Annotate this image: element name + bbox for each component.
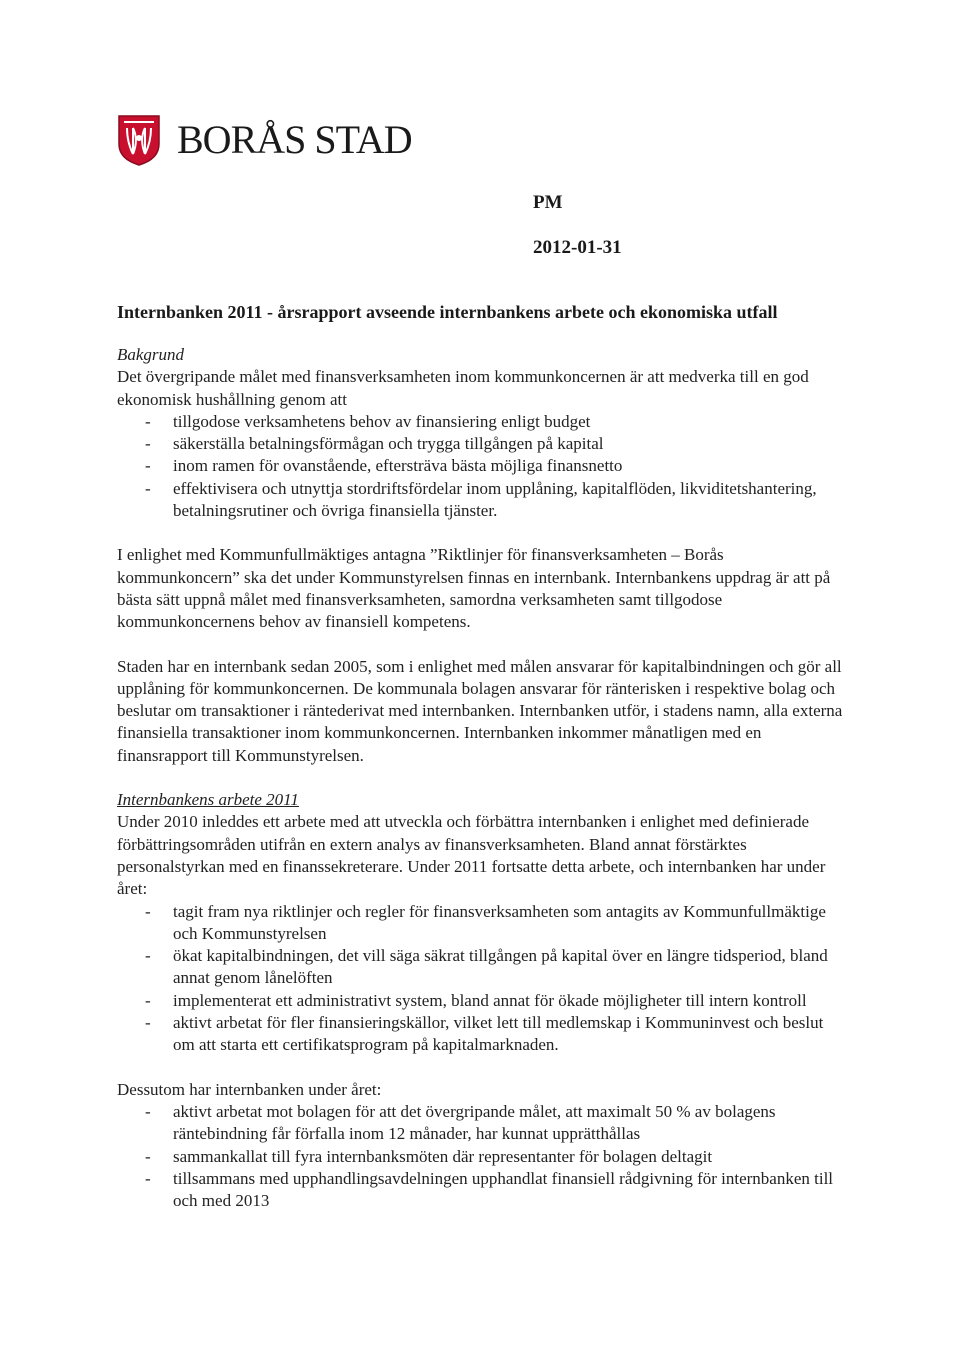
list-item: - tillgodose verksamhetens behov av finansiering enligt budget [173,411,843,433]
list-item: - säkerställa betalningsförmågan och trygga tillgången på kapital [173,433,843,455]
bakgrund-heading: Bakgrund [117,345,185,364]
document-date: 2012-01-31 [533,237,622,258]
logo-text: BORÅS STAD [177,117,412,162]
arbete-heading: Internbankens arbete 2011 [117,790,299,810]
dessutom-intro: Dessutom har internbanken under året: [117,1079,382,1099]
list-item: - implementerat ett administrativt system, bland annat för ökade möjligheter till intern kontroll [173,990,843,1012]
list-item: - effektivisera och utnyttja stordriftsfördelar inom upplåning, kapitalflöden, likviditetshantering, betalningsrutiner och övriga finansiella tjänster. [173,478,843,523]
dessutom-list [117,1101,843,1212]
boras-stad-logo [117,114,412,166]
list-item: - tillsammans med upphandlingsavdelningen upphandlat finansiell rådgivning för internbanken till och med 2013 [173,1168,843,1213]
list-item: - tagit fram nya riktlinjer och regler för finansverksamheten som antagits av Kommunfullmäktige och Kommunstyrelsen [173,901,843,946]
bakgrund-list [117,411,843,522]
list-item: - sammankallat till fyra internbanksmöten där representanter för bolagen deltagit [173,1146,843,1168]
list-item: - ökat kapitalbindningen, det vill säga säkrat tillgången på kapital över en längre tidsperiod, bland annat genom lånelöften [173,945,843,990]
staden-paragraph: Staden har en internbank sedan 2005, som i enlighet med målen ansvarar för kapitalbindningen och gör all upplåning för kommunkoncernen. De kommunala bolagen ansvarar för ränterisken i respektive bolag och beslutar om transaktioner i räntederivat med internbanken. Internbanken utför, i stadens namn, alla externa finansiella transaktioner inom kommunkoncernen. Internbanken inkommer månatligen med en finansrapport till Kommunstyrelsen. [117,656,843,765]
arbete-list [117,901,843,1057]
list-item: - aktivt arbetat för fler finansieringskällor, vilket lett till medlemskap i Kommuninvest och beslut om att starta ett certifikatsprogram på kapitalmarknaden. [173,1012,843,1057]
bakgrund-intro: Det övergripande målet med finansverksamheten inom kommunkoncernen är att medverka till en god ekonomisk hushållning genom att [117,367,809,409]
document-body [117,344,843,1212]
list-item: - inom ramen för ovanstående, eftersträva bästa möjliga finansnetto [173,455,843,477]
list-item: - aktivt arbetat mot bolagen för att det övergripande målet, att maximalt 50 % av bolagens räntebindning får förfalla inom 12 månader, har kunnat upprätthållas [173,1101,843,1146]
boras-coat-of-arms-icon [117,114,161,166]
riktlinjer-paragraph: I enlighet med Kommunfullmäktiges antagna ”Riktlinjer för finansverksamheten – Borås kommunkoncern” ska det under Kommunstyrelsen finnas en internbank. Internbankens uppdrag är att på bästa sätt uppnå målet med finansverksamheten, samordna verksamheten samt tillgodose kommunkoncernens behov av finansiell kompetens. [117,545,831,632]
document-title: Internbanken 2011 - årsrapport avseende internbankens arbete och ekonomiska utfall [117,302,778,322]
arbete-intro: Under 2010 inleddes ett arbete med att utveckla och förbättra internbanken i enlighet med definierade förbättringsområden utifrån en extern analys av finansverksamheten. Bland annat förstärktes personalstyrkan med en finanssekreterare. Under 2011 fortsatte detta arbete, och internbanken har under året: [117,812,826,899]
document-type: PM [533,192,563,213]
